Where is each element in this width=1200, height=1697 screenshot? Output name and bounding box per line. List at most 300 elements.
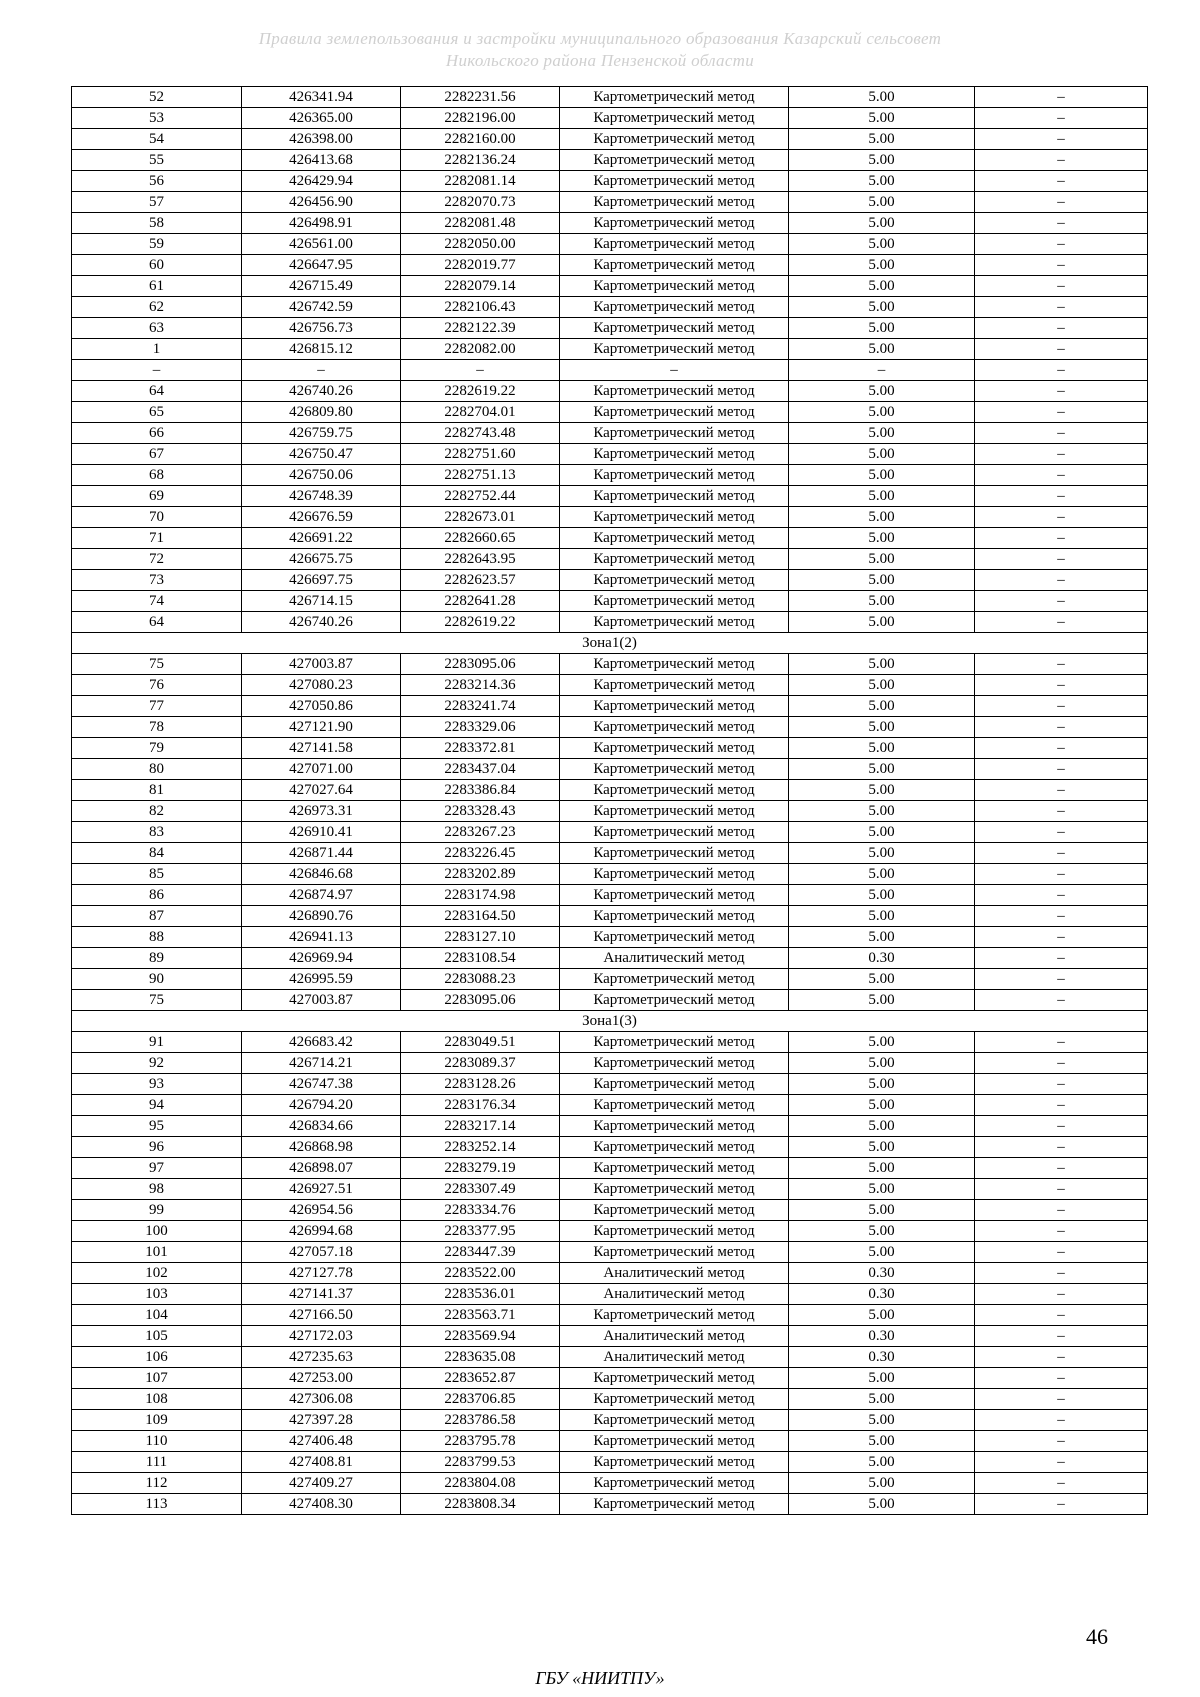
- method-cell: Картометрический метод: [560, 927, 789, 948]
- description-cell: –: [975, 423, 1148, 444]
- point-number-cell: 56: [72, 171, 242, 192]
- method-cell: Аналитический метод: [560, 1347, 789, 1368]
- y-coordinate-cell: 2282050.00: [401, 234, 560, 255]
- accuracy-cell: 5.00: [789, 1158, 975, 1179]
- accuracy-cell: 0.30: [789, 1326, 975, 1347]
- point-number-cell: 91: [72, 1032, 242, 1053]
- method-cell: Картометрический метод: [560, 780, 789, 801]
- description-cell: –: [975, 297, 1148, 318]
- zone-header-row: [72, 633, 1148, 654]
- point-number-cell: 77: [72, 696, 242, 717]
- description-cell: –: [975, 696, 1148, 717]
- y-coordinate-cell: 2283536.01: [401, 1284, 560, 1305]
- table-row: [72, 1284, 1148, 1305]
- table-row: [72, 381, 1148, 402]
- method-cell: Картометрический метод: [560, 1074, 789, 1095]
- description-cell: –: [975, 192, 1148, 213]
- table-row: [72, 486, 1148, 507]
- accuracy-cell: 5.00: [789, 969, 975, 990]
- method-cell: Картометрический метод: [560, 570, 789, 591]
- method-cell: Картометрический метод: [560, 171, 789, 192]
- point-number-cell: 66: [72, 423, 242, 444]
- point-number-cell: 78: [72, 717, 242, 738]
- table-row: [72, 1326, 1148, 1347]
- point-number-cell: 104: [72, 1305, 242, 1326]
- table-row: [72, 234, 1148, 255]
- description-cell: –: [975, 234, 1148, 255]
- x-coordinate-cell: 426890.76: [242, 906, 401, 927]
- description-cell: –: [975, 318, 1148, 339]
- method-cell: Картометрический метод: [560, 276, 789, 297]
- x-coordinate-cell: 427306.08: [242, 1389, 401, 1410]
- accuracy-cell: 5.00: [789, 717, 975, 738]
- accuracy-cell: 5.00: [789, 864, 975, 885]
- y-coordinate-cell: 2283226.45: [401, 843, 560, 864]
- point-number-cell: 70: [72, 507, 242, 528]
- accuracy-cell: 0.30: [789, 1284, 975, 1305]
- y-coordinate-cell: 2282070.73: [401, 192, 560, 213]
- x-coordinate-cell: 427071.00: [242, 759, 401, 780]
- method-cell: Картометрический метод: [560, 1158, 789, 1179]
- y-coordinate-cell: 2283377.95: [401, 1221, 560, 1242]
- x-coordinate-cell: 426756.73: [242, 318, 401, 339]
- x-coordinate-cell: 426874.97: [242, 885, 401, 906]
- y-coordinate-cell: 2283241.74: [401, 696, 560, 717]
- x-coordinate-cell: 426750.47: [242, 444, 401, 465]
- method-cell: Картометрический метод: [560, 738, 789, 759]
- accuracy-cell: 0.30: [789, 948, 975, 969]
- y-coordinate-cell: 2282081.14: [401, 171, 560, 192]
- method-cell: Картометрический метод: [560, 864, 789, 885]
- description-cell: –: [975, 1368, 1148, 1389]
- y-coordinate-cell: 2283127.10: [401, 927, 560, 948]
- description-cell: –: [975, 969, 1148, 990]
- table-row: [72, 150, 1148, 171]
- method-cell: Картометрический метод: [560, 1473, 789, 1494]
- y-coordinate-cell: 2283088.23: [401, 969, 560, 990]
- accuracy-cell: 5.00: [789, 1410, 975, 1431]
- method-cell: Картометрический метод: [560, 1389, 789, 1410]
- accuracy-cell: 5.00: [789, 1053, 975, 1074]
- table-row: [72, 108, 1148, 129]
- table-row: [72, 1242, 1148, 1263]
- point-number-cell: 92: [72, 1053, 242, 1074]
- accuracy-cell: 5.00: [789, 507, 975, 528]
- accuracy-cell: 5.00: [789, 1200, 975, 1221]
- table-row: [72, 969, 1148, 990]
- y-coordinate-cell: 2283164.50: [401, 906, 560, 927]
- description-cell: –: [975, 1473, 1148, 1494]
- point-number-cell: 67: [72, 444, 242, 465]
- method-cell: Картометрический метод: [560, 1305, 789, 1326]
- description-cell: –: [975, 591, 1148, 612]
- table-row: [72, 1305, 1148, 1326]
- description-cell: –: [975, 1032, 1148, 1053]
- description-cell: –: [975, 990, 1148, 1011]
- accuracy-cell: 5.00: [789, 654, 975, 675]
- x-coordinate-cell: 426995.59: [242, 969, 401, 990]
- description-cell: –: [975, 1410, 1148, 1431]
- x-coordinate-cell: 426456.90: [242, 192, 401, 213]
- accuracy-cell: 5.00: [789, 843, 975, 864]
- x-coordinate-cell: 427409.27: [242, 1473, 401, 1494]
- x-coordinate-cell: 427397.28: [242, 1410, 401, 1431]
- accuracy-cell: 0.30: [789, 1347, 975, 1368]
- accuracy-cell: 5.00: [789, 1389, 975, 1410]
- method-cell: Картометрический метод: [560, 444, 789, 465]
- y-coordinate-cell: 2282641.28: [401, 591, 560, 612]
- description-cell: –: [975, 1284, 1148, 1305]
- x-coordinate-cell: 426809.80: [242, 402, 401, 423]
- y-coordinate-cell: 2282751.13: [401, 465, 560, 486]
- table-row: [72, 759, 1148, 780]
- point-number-cell: 61: [72, 276, 242, 297]
- point-number-cell: 90: [72, 969, 242, 990]
- description-cell: –: [975, 864, 1148, 885]
- x-coordinate-cell: 427027.64: [242, 780, 401, 801]
- x-coordinate-cell: 427406.48: [242, 1431, 401, 1452]
- table-row: [72, 1431, 1148, 1452]
- accuracy-cell: 5.00: [789, 192, 975, 213]
- method-cell: Картометрический метод: [560, 213, 789, 234]
- description-cell: –: [975, 948, 1148, 969]
- x-coordinate-cell: 426683.42: [242, 1032, 401, 1053]
- y-coordinate-cell: 2283386.84: [401, 780, 560, 801]
- accuracy-cell: 5.00: [789, 1032, 975, 1053]
- table-row: [72, 1095, 1148, 1116]
- accuracy-cell: 5.00: [789, 1221, 975, 1242]
- y-coordinate-cell: 2283267.23: [401, 822, 560, 843]
- description-cell: –: [975, 360, 1148, 381]
- y-coordinate-cell: 2283328.43: [401, 801, 560, 822]
- point-number-cell: 99: [72, 1200, 242, 1221]
- y-coordinate-cell: 2283174.98: [401, 885, 560, 906]
- y-coordinate-cell: 2283804.08: [401, 1473, 560, 1494]
- point-number-cell: 58: [72, 213, 242, 234]
- accuracy-cell: 5.00: [789, 1368, 975, 1389]
- x-coordinate-cell: 427408.30: [242, 1494, 401, 1515]
- x-coordinate-cell: –: [242, 360, 401, 381]
- point-number-cell: 55: [72, 150, 242, 171]
- x-coordinate-cell: 426794.20: [242, 1095, 401, 1116]
- point-number-cell: 65: [72, 402, 242, 423]
- method-cell: Картометрический метод: [560, 1452, 789, 1473]
- point-number-cell: 101: [72, 1242, 242, 1263]
- table-row: [72, 927, 1148, 948]
- method-cell: Картометрический метод: [560, 612, 789, 633]
- point-number-cell: 82: [72, 801, 242, 822]
- y-coordinate-cell: 2282751.60: [401, 444, 560, 465]
- point-number-cell: 110: [72, 1431, 242, 1452]
- method-cell: Аналитический метод: [560, 1284, 789, 1305]
- y-coordinate-cell: 2283307.49: [401, 1179, 560, 1200]
- x-coordinate-cell: 426969.94: [242, 948, 401, 969]
- y-coordinate-cell: 2282752.44: [401, 486, 560, 507]
- table-row: [72, 1494, 1148, 1515]
- x-coordinate-cell: 426365.00: [242, 108, 401, 129]
- method-cell: Картометрический метод: [560, 234, 789, 255]
- description-cell: –: [975, 129, 1148, 150]
- description-cell: –: [975, 654, 1148, 675]
- y-coordinate-cell: 2283522.00: [401, 1263, 560, 1284]
- method-cell: Картометрический метод: [560, 255, 789, 276]
- accuracy-cell: 5.00: [789, 1494, 975, 1515]
- x-coordinate-cell: 426750.06: [242, 465, 401, 486]
- accuracy-cell: 5.00: [789, 822, 975, 843]
- y-coordinate-cell: 2282623.57: [401, 570, 560, 591]
- accuracy-cell: 5.00: [789, 1305, 975, 1326]
- x-coordinate-cell: 426898.07: [242, 1158, 401, 1179]
- table-row: [72, 1137, 1148, 1158]
- description-cell: –: [975, 465, 1148, 486]
- method-cell: Картометрический метод: [560, 108, 789, 129]
- table-row: [72, 1263, 1148, 1284]
- point-number-cell: 102: [72, 1263, 242, 1284]
- description-cell: –: [975, 339, 1148, 360]
- y-coordinate-cell: 2283447.39: [401, 1242, 560, 1263]
- y-coordinate-cell: 2282196.00: [401, 108, 560, 129]
- table-row: [72, 465, 1148, 486]
- y-coordinate-cell: 2283706.85: [401, 1389, 560, 1410]
- accuracy-cell: 5.00: [789, 549, 975, 570]
- table-row: [72, 738, 1148, 759]
- description-cell: –: [975, 507, 1148, 528]
- description-cell: –: [975, 738, 1148, 759]
- table-row: [72, 213, 1148, 234]
- y-coordinate-cell: 2282673.01: [401, 507, 560, 528]
- point-number-cell: 60: [72, 255, 242, 276]
- point-number-cell: 81: [72, 780, 242, 801]
- description-cell: –: [975, 486, 1148, 507]
- x-coordinate-cell: 427050.86: [242, 696, 401, 717]
- x-coordinate-cell: 426815.12: [242, 339, 401, 360]
- table-row: [72, 276, 1148, 297]
- table-row: [72, 444, 1148, 465]
- table-row: [72, 297, 1148, 318]
- point-number-cell: 86: [72, 885, 242, 906]
- point-number-cell: 59: [72, 234, 242, 255]
- table-row: [72, 318, 1148, 339]
- point-number-cell: 73: [72, 570, 242, 591]
- table-row: [72, 507, 1148, 528]
- x-coordinate-cell: 426910.41: [242, 822, 401, 843]
- accuracy-cell: 5.00: [789, 990, 975, 1011]
- description-cell: –: [975, 171, 1148, 192]
- x-coordinate-cell: 426759.75: [242, 423, 401, 444]
- y-coordinate-cell: 2283334.76: [401, 1200, 560, 1221]
- point-number-cell: 95: [72, 1116, 242, 1137]
- description-cell: –: [975, 1137, 1148, 1158]
- x-coordinate-cell: 427003.87: [242, 654, 401, 675]
- point-number-cell: 57: [72, 192, 242, 213]
- method-cell: Картометрический метод: [560, 402, 789, 423]
- method-cell: Картометрический метод: [560, 87, 789, 108]
- accuracy-cell: 5.00: [789, 1179, 975, 1200]
- method-cell: Картометрический метод: [560, 1200, 789, 1221]
- description-cell: –: [975, 885, 1148, 906]
- y-coordinate-cell: 2282106.43: [401, 297, 560, 318]
- table-row: [72, 843, 1148, 864]
- table-row: [72, 780, 1148, 801]
- method-cell: Аналитический метод: [560, 1263, 789, 1284]
- table-row: [72, 612, 1148, 633]
- accuracy-cell: 5.00: [789, 780, 975, 801]
- accuracy-cell: 5.00: [789, 1074, 975, 1095]
- table-row: [72, 570, 1148, 591]
- description-cell: –: [975, 402, 1148, 423]
- accuracy-cell: 5.00: [789, 570, 975, 591]
- description-cell: –: [975, 906, 1148, 927]
- y-coordinate-cell: 2283202.89: [401, 864, 560, 885]
- point-number-cell: 68: [72, 465, 242, 486]
- point-number-cell: 74: [72, 591, 242, 612]
- table-row: [72, 1221, 1148, 1242]
- x-coordinate-cell: 427057.18: [242, 1242, 401, 1263]
- description-cell: –: [975, 87, 1148, 108]
- method-cell: Картометрический метод: [560, 1095, 789, 1116]
- accuracy-cell: 5.00: [789, 402, 975, 423]
- y-coordinate-cell: 2283799.53: [401, 1452, 560, 1473]
- y-coordinate-cell: 2283252.14: [401, 1137, 560, 1158]
- method-cell: Картометрический метод: [560, 591, 789, 612]
- y-coordinate-cell: 2282619.22: [401, 381, 560, 402]
- table-row: [72, 1389, 1148, 1410]
- description-cell: –: [975, 1158, 1148, 1179]
- point-number-cell: 69: [72, 486, 242, 507]
- description-cell: –: [975, 1389, 1148, 1410]
- accuracy-cell: 5.00: [789, 150, 975, 171]
- accuracy-cell: 5.00: [789, 297, 975, 318]
- method-cell: Картометрический метод: [560, 528, 789, 549]
- description-cell: –: [975, 1053, 1148, 1074]
- accuracy-cell: –: [789, 360, 975, 381]
- accuracy-cell: 5.00: [789, 1242, 975, 1263]
- x-coordinate-cell: 426927.51: [242, 1179, 401, 1200]
- method-cell: Картометрический метод: [560, 423, 789, 444]
- y-coordinate-cell: 2283795.78: [401, 1431, 560, 1452]
- method-cell: Картометрический метод: [560, 507, 789, 528]
- y-coordinate-cell: 2282231.56: [401, 87, 560, 108]
- method-cell: Картометрический метод: [560, 1053, 789, 1074]
- method-cell: Картометрический метод: [560, 1368, 789, 1389]
- x-coordinate-cell: 427080.23: [242, 675, 401, 696]
- y-coordinate-cell: 2283095.06: [401, 654, 560, 675]
- point-number-cell: 76: [72, 675, 242, 696]
- y-coordinate-cell: 2283176.34: [401, 1095, 560, 1116]
- y-coordinate-cell: 2282743.48: [401, 423, 560, 444]
- table-row: [72, 255, 1148, 276]
- method-cell: Картометрический метод: [560, 1431, 789, 1452]
- description-cell: –: [975, 1116, 1148, 1137]
- point-number-cell: 52: [72, 87, 242, 108]
- method-cell: Картометрический метод: [560, 1494, 789, 1515]
- point-number-cell: 83: [72, 822, 242, 843]
- method-cell: Картометрический метод: [560, 969, 789, 990]
- y-coordinate-cell: 2283279.19: [401, 1158, 560, 1179]
- table-row: [72, 885, 1148, 906]
- x-coordinate-cell: 426398.00: [242, 129, 401, 150]
- point-number-cell: 97: [72, 1158, 242, 1179]
- description-cell: –: [975, 255, 1148, 276]
- point-number-cell: 109: [72, 1410, 242, 1431]
- accuracy-cell: 5.00: [789, 339, 975, 360]
- description-cell: –: [975, 213, 1148, 234]
- point-number-cell: 111: [72, 1452, 242, 1473]
- table-row: [72, 1158, 1148, 1179]
- accuracy-cell: 5.00: [789, 759, 975, 780]
- accuracy-cell: 5.00: [789, 591, 975, 612]
- y-coordinate-cell: 2282160.00: [401, 129, 560, 150]
- y-coordinate-cell: 2282122.39: [401, 318, 560, 339]
- point-number-cell: 98: [72, 1179, 242, 1200]
- accuracy-cell: 5.00: [789, 885, 975, 906]
- table-row: [72, 87, 1148, 108]
- accuracy-cell: 5.00: [789, 675, 975, 696]
- zone-label: Зона1(2): [72, 633, 1148, 654]
- method-cell: Картометрический метод: [560, 486, 789, 507]
- point-number-cell: 93: [72, 1074, 242, 1095]
- coordinates-table: [71, 86, 1148, 1515]
- accuracy-cell: 5.00: [789, 108, 975, 129]
- description-cell: –: [975, 444, 1148, 465]
- method-cell: Картометрический метод: [560, 549, 789, 570]
- description-cell: –: [975, 612, 1148, 633]
- table-row: [72, 129, 1148, 150]
- description-cell: –: [975, 1452, 1148, 1473]
- table-row: [72, 1053, 1148, 1074]
- method-cell: –: [560, 360, 789, 381]
- description-cell: –: [975, 801, 1148, 822]
- accuracy-cell: 5.00: [789, 1095, 975, 1116]
- description-cell: –: [975, 1347, 1148, 1368]
- method-cell: Картометрический метод: [560, 150, 789, 171]
- point-number-cell: 113: [72, 1494, 242, 1515]
- x-coordinate-cell: 426697.75: [242, 570, 401, 591]
- method-cell: Картометрический метод: [560, 885, 789, 906]
- description-cell: –: [975, 381, 1148, 402]
- table-row: [72, 948, 1148, 969]
- y-coordinate-cell: –: [401, 360, 560, 381]
- table-row: [72, 1410, 1148, 1431]
- method-cell: Картометрический метод: [560, 1116, 789, 1137]
- x-coordinate-cell: 426341.94: [242, 87, 401, 108]
- method-cell: Аналитический метод: [560, 948, 789, 969]
- point-number-cell: 64: [72, 381, 242, 402]
- x-coordinate-cell: 426740.26: [242, 381, 401, 402]
- point-number-cell: 89: [72, 948, 242, 969]
- point-number-cell: 75: [72, 990, 242, 1011]
- page-header: [0, 28, 1200, 72]
- point-number-cell: –: [72, 360, 242, 381]
- point-number-cell: 100: [72, 1221, 242, 1242]
- accuracy-cell: 5.00: [789, 738, 975, 759]
- method-cell: Картометрический метод: [560, 1179, 789, 1200]
- y-coordinate-cell: 2283786.58: [401, 1410, 560, 1431]
- description-cell: –: [975, 1431, 1148, 1452]
- description-cell: –: [975, 780, 1148, 801]
- method-cell: Картометрический метод: [560, 675, 789, 696]
- x-coordinate-cell: 426834.66: [242, 1116, 401, 1137]
- table-row: [72, 1200, 1148, 1221]
- accuracy-cell: 0.30: [789, 1263, 975, 1284]
- method-cell: Картометрический метод: [560, 1242, 789, 1263]
- method-cell: Картометрический метод: [560, 1410, 789, 1431]
- description-cell: –: [975, 1305, 1148, 1326]
- accuracy-cell: 5.00: [789, 927, 975, 948]
- point-number-cell: 112: [72, 1473, 242, 1494]
- y-coordinate-cell: 2283437.04: [401, 759, 560, 780]
- point-number-cell: 88: [72, 927, 242, 948]
